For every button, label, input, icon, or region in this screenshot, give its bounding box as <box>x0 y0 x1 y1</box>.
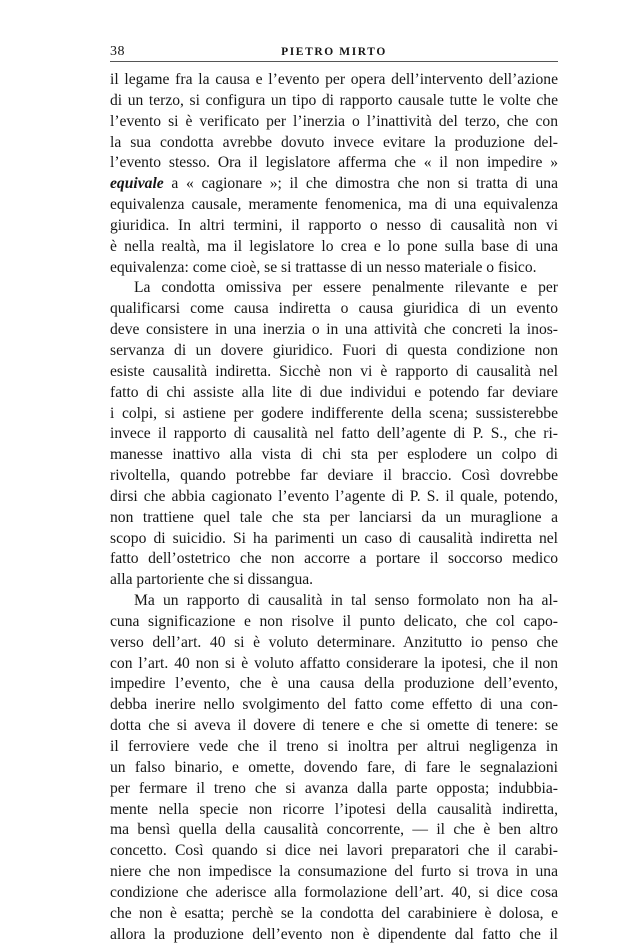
paragraph <box>110 278 558 591</box>
text-line: giuridica. In altri termini, il rapporto o nesso di causalità non vi <box>110 216 558 234</box>
text-line: l’evento si è verificato per l’inerzia o l’inattività del terzo, che con <box>110 112 558 130</box>
text-line: il legame fra la causa e l’evento per opera dell’intervento dell’azione <box>110 71 558 88</box>
text-line: deve consistere in una inerzia o in una attività che concreti la inos- <box>110 321 558 339</box>
header-rule <box>110 61 558 62</box>
text-line: verso dell’art. 40 si è voluto determinare. Anzitutto io penso che <box>110 633 558 651</box>
text-line: invece il rapporto di causalità nel fatto dell’agente di P. S., che ri- <box>110 425 558 443</box>
text-line: fatto dell’ostetrico che non accorre a portare il soccorso medico <box>110 550 558 568</box>
text-line: rivoltella, quando potrebbe far deviare il braccio. Così dovrebbe <box>110 467 558 485</box>
text-line: dirsi che abbia cagionato l’evento l’agente di P. S. il quale, potendo, <box>110 487 558 505</box>
text-line: alla partoriente che si dissangua. <box>110 571 314 589</box>
text-line: condizione che aderisce alla formolazione dell’art. 40, si dice cosa <box>110 883 558 901</box>
running-head: PIETRO MIRTO <box>281 46 387 58</box>
text-line: concetto. Così quando si dice nei lavori preparatori che il carabi- <box>110 842 558 860</box>
text-line: il ferroviere vede che il treno si inoltra per altrui negligenza in <box>110 738 558 755</box>
page-number: 38 <box>110 44 125 59</box>
text-line: niere che non impedisce la consumazione del furto si trova in una <box>110 863 558 881</box>
text-line: scopo di suicidio. Si ha parimenti un caso di causalità indiretta nel <box>110 529 558 547</box>
text-line: mente nella specie non ricorre l’ipotesi della causalità indiretta, <box>110 800 558 818</box>
text-line: Ma un rapporto di causalità in tal senso formolato non ha al- <box>134 592 558 610</box>
text-line: di un terzo, si configura un tipo di rapporto causale tutte le volte che <box>110 91 558 109</box>
text-line: impedire l’evento, che è una causa della produzione dell’evento, <box>110 675 558 693</box>
text-line: che non è esatta; perchè se la condotta del carabiniere è dolosa, e <box>110 904 558 922</box>
text-line: non trattiene quel tale che sta per lanciarsi da un muraglione a <box>110 508 558 526</box>
text-line: ma bensì quella della causalità concorrente, — il che è ben altro <box>110 821 558 839</box>
text-line: cuna significazione e non risolve il punto delicato, che col capo- <box>110 612 558 630</box>
text-line: servanza di un dovere giuridico. Fuori di questa condizione non <box>110 341 558 359</box>
paragraph <box>110 591 558 945</box>
text-line: la sua condotta avrebbe dovuto invece evitare la produzione del- <box>110 133 558 151</box>
text-line: allora la produzione dell’evento non è dipendente dal fatto che il <box>110 925 558 943</box>
emphasized-word: equivale <box>110 175 164 193</box>
text-line: fatto di chi assiste alla lite di due individui e potendo far deviare <box>110 383 558 401</box>
body-text <box>110 70 558 945</box>
text-line: debba inerire nello svolgimento del fatto come effetto di una con- <box>110 696 558 714</box>
text-line: equivale a « cagionare »; il che dimostra che non si tratta di una <box>110 175 558 193</box>
text-line: La condotta omissiva per essere penalmente rilevante e per <box>134 279 558 297</box>
text-line: equivalenza: come cioè, se si trattasse di un nesso materiale o fisico. <box>110 258 537 276</box>
text-line: l’evento stesso. Ora il legislatore afferma che « il non impedire » <box>110 154 558 172</box>
text-line: dotta che si aveva il dovere di tenere e che si omette di tenere: se <box>110 717 558 735</box>
text-line: qualificarsi come causa indiretta o causa giuridica di un evento <box>110 300 558 318</box>
text-line: manesse inattivo alla vista di chi sta per esplodere un colpo di <box>110 446 558 464</box>
text-line: con l’art. 40 non si è voluto affatto considerare la ipotesi, che il non <box>110 654 558 672</box>
paragraph <box>110 70 558 278</box>
text-line: per fermare il treno che si avanza dalla parte opposta; indubbia- <box>110 779 558 797</box>
text-line: esiste causalità indiretta. Sicchè non vi è rapporto di causalità nel <box>110 362 558 380</box>
text-line: equivalenza causale, meramente fenomenica, ma di una equivalenza <box>110 196 558 214</box>
page-header <box>110 44 558 64</box>
text-line: un falso binario, e omette, dovendo fare, di fare le segnalazioni <box>110 758 558 776</box>
text-line: i colpi, si astiene per godere indifferente della scena; sussisterebbe <box>110 404 558 422</box>
text-line: è nella realtà, ma il legislatore lo crea e lo pone sulla base di una <box>110 237 558 255</box>
